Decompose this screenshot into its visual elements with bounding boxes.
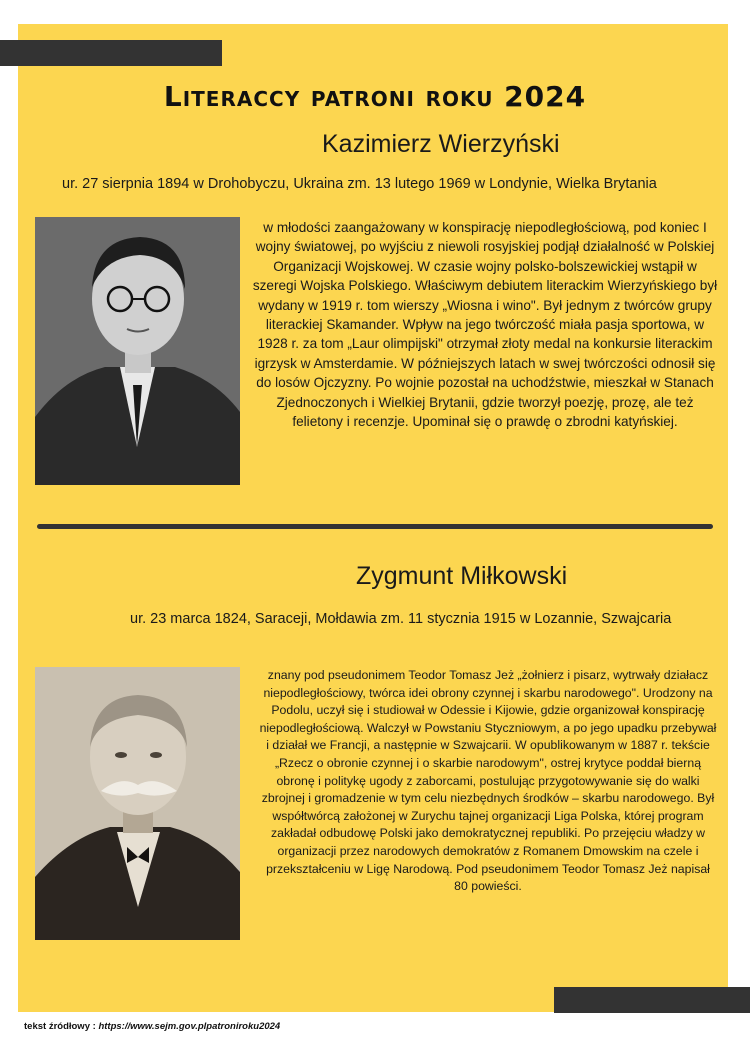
patron-dates-milkowski: ur. 23 marca 1824, Saraceji, Mołdawia zm. 11 stycznia 1915 w Lozannie, Szwajcaria (130, 611, 672, 627)
patron-name-milkowski: Zygmunt Miłkowski (356, 562, 568, 590)
source-note (24, 1021, 280, 1032)
decorative-bar-top (0, 40, 222, 66)
portrait-wierzynski-image (35, 217, 240, 485)
patron-name-wierzynski: Kazimierz Wierzyński (322, 130, 560, 158)
portrait-wierzynski (35, 217, 240, 485)
patron-dates-wierzynski: ur. 27 sierpnia 1894 w Drohobyczu, Ukraina zm. 13 lutego 1969 w Londynie, Wielka Brytania (62, 176, 657, 192)
page-title: Literaccy patroni roku 2024 (163, 80, 587, 113)
section-divider (37, 524, 713, 529)
patron-bio-milkowski: znany pod pseudonimem Teodor Tomasz Jeż „żołnierz i pisarz, wytrwały działacz niepodległościowy, twórca idei obrony czynnej i skarbu narodowego". Urodzony na Podolu, uczył się i studiował w Odessie i Kijowie, gdzie organizował konspirację niepodległościową. Walczył w Powstaniu Styczniowym, a po jego upadku przebywał i działał we Francji, a następnie w Szwajcarii. W opublikowanym w 1887 r. tekście „Rzecz o obronie czynnej i o skarbie narodowym", ostrej krytyce poddał bierną obronę i politykę ugody z zaborcami, postulując przygotowywanie się do walki zbrojnej i gromadzenie w tym celu niezbędnych środków – skarbu narodowego. Był współtwórcą założonej w Zurychu tajnej organizacji Liga Polska, której program zakładał odbudowę Polski jako demokratycznej republiki. Po przejęciu władzy w organizacji przez narodowych demokratów z Romanem Dmowskim na czele i przekształceniu w Ligę Narodową. Pod pseudonimem Teodor Tomasz Jeż napisał 80 powieści. (259, 668, 717, 894)
decorative-bar-bottom (554, 987, 750, 1013)
source-label: tekst źródłowy : (24, 1021, 99, 1032)
portrait-milkowski (35, 667, 240, 940)
patron-bio-wierzynski: w młodości zaangażowany w konspirację niepodległościową, pod koniec I wojny światowej, po wyjściu z niewoli rosyjskiej podjął działalność w Polskiej Organizacji Wojskowej. W czasie wojny polsko-bolszewickiej wstąpił w szeregi Wojska Polskiego. Właściwym debiutem literackim Wierzyńskiego był wydany w 1919 r. tom wierszy „Wiosna i wino". Był jednym z twórców grupy literackiej Skamander. Wpływ na jego twórczość miała pasja sportowa, w 1928 r. za tom „Laur olimpijski" otrzymał złoty medal na konkursie literackim igrzysk w Amsterdamie. W późniejszych latach w swej twórczości odnosił się do losów Ojczyzny. Po wojnie pozostał na uchodźstwie, mieszkał w Stanach Zjednoczonych i Wielkiej Brytanii, gdzie tworzył poezję, prozę, ale też felietony i recenzje. Upominał się o prawdę o zbrodni katyńskiej. (252, 220, 718, 430)
source-url-link[interactable]: https://www.sejm.gov.plpatroniroku2024 (98, 1021, 281, 1032)
portrait-milkowski-image (35, 667, 240, 940)
